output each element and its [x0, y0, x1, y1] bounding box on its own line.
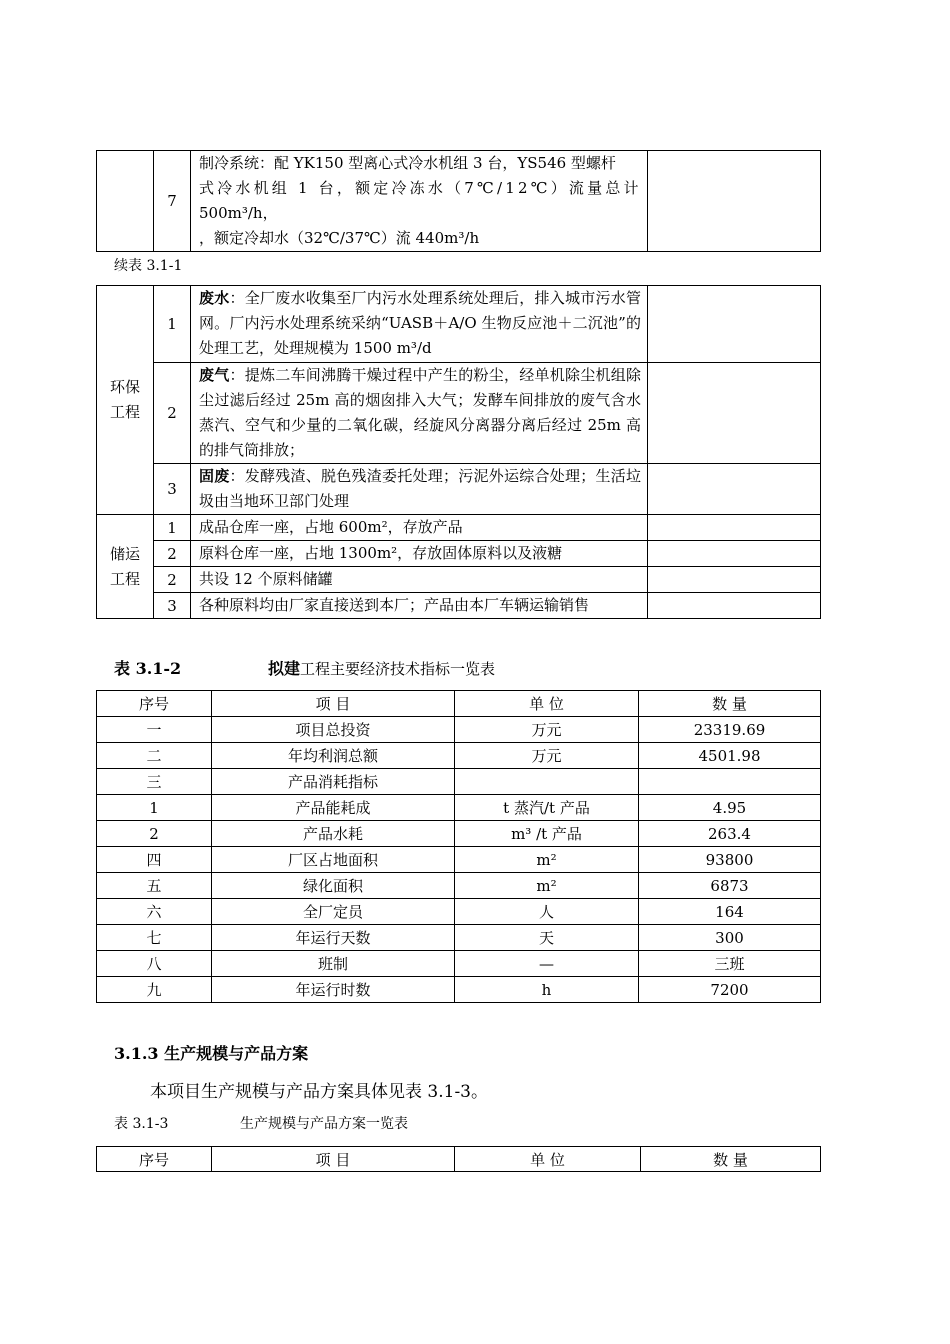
row-index: 五: [97, 873, 212, 899]
table3-caption-number: 表 3.1-3: [114, 1116, 169, 1132]
table-row: [97, 977, 821, 1003]
row-index: 八: [97, 951, 212, 977]
table-row: [97, 717, 821, 743]
desc-text: ：全厂废水收集至厂内污水处理系统处理后，排入城市污水管网。厂内污水处理系统采纳“UASB＋A/O 生物反应池＋二沉池”的处理工艺，处理规模为 1500 m³/d: [199, 289, 641, 357]
quantity: 三班: [639, 951, 821, 977]
desc-text: ：发酵残渣、脱色残渣委托处理；污泥外运综合处理；生活垃圾由当地环卫部门处理: [199, 467, 641, 510]
table-row: [97, 951, 821, 977]
quantity: 23319.69: [639, 717, 821, 743]
table-row: [97, 795, 821, 821]
quantity: 6873: [639, 873, 821, 899]
row-description: [191, 151, 648, 252]
header-cell: 单 位: [455, 1147, 641, 1172]
unit: m²: [455, 847, 639, 873]
desc-line: 式冷水机组 1 台，额定冷冻水（7℃/12℃）流量总计: [199, 179, 642, 197]
header-cell: 单 位: [455, 691, 639, 717]
row-index: 二: [97, 743, 212, 769]
row-number: 7: [154, 151, 191, 252]
indicator-table: [96, 690, 821, 1003]
category-cell: [97, 151, 154, 252]
item-name: 项目总投资: [212, 717, 455, 743]
row-index: 三: [97, 769, 212, 795]
table-row: [97, 899, 821, 925]
table-row: [97, 743, 821, 769]
row-index: 1: [97, 795, 212, 821]
row-index: 四: [97, 847, 212, 873]
item-name: 产品消耗指标: [212, 769, 455, 795]
item-name: 产品能耗成: [212, 795, 455, 821]
row-number: 2: [154, 541, 191, 567]
item-name: 绿化面积: [212, 873, 455, 899]
row-index: 一: [97, 717, 212, 743]
table-row: [97, 925, 821, 951]
remark-cell: [648, 363, 821, 464]
quantity: 4.95: [639, 795, 821, 821]
quantity: 93800: [639, 847, 821, 873]
quantity: 300: [639, 925, 821, 951]
row-number: 1: [154, 286, 191, 363]
remark-cell: [648, 151, 821, 252]
row-index: 2: [97, 821, 212, 847]
row-description: [191, 464, 648, 515]
remark-cell: [648, 286, 821, 363]
unit: 天: [455, 925, 639, 951]
row-description: 共设 12 个原料储罐: [191, 567, 648, 593]
unit: 万元: [455, 743, 639, 769]
desc-text: ：提炼二车间沸腾干燥过程中产生的粉尘，经单机除尘机组除尘过滤后经过 25m 高的烟囱排入大气；发酵车间排放的废气含水蒸汽、空气和少量的二氧化碳，经旋风分离器分离后经过 25m 高的排气筒排放；: [199, 366, 641, 459]
caption-text: 工程主要经济技术指标一览表: [300, 660, 496, 678]
header-cell: 数 量: [639, 691, 821, 717]
row-index: 七: [97, 925, 212, 951]
unit: [455, 769, 639, 795]
remark-cell: [648, 541, 821, 567]
quantity: [639, 769, 821, 795]
group-name-env: 环保 工程: [97, 286, 154, 515]
quantity: 4501.98: [639, 743, 821, 769]
top-table: [96, 150, 821, 252]
unit: m³ /t 产品: [455, 821, 639, 847]
unit: m²: [455, 873, 639, 899]
remark-cell: [648, 515, 821, 541]
unit: —: [455, 951, 639, 977]
caption-number: 表 3.1-2: [114, 659, 182, 678]
desc-line: ，额定冷却水（32℃/37℃）流 440m³/h: [199, 229, 480, 247]
table2-caption: [114, 656, 181, 679]
header-cell: 项 目: [212, 1147, 455, 1172]
row-index: 九: [97, 977, 212, 1003]
item-name: 年运行时数: [212, 977, 455, 1003]
header-cell: 项 目: [212, 691, 455, 717]
table-row: [97, 873, 821, 899]
row-description: 各种原料均由厂家直接送到本厂；产品由本厂车辆运输销售: [191, 593, 648, 619]
desc-line: 制冷系统：配 YK150 型离心式冷水机组 3 台，YS546 型螺杆: [199, 154, 616, 172]
header-cell: 序号: [97, 1147, 212, 1172]
bold-term: 废水: [199, 289, 230, 307]
section-heading: 3.1.3 生产规模与产品方案: [114, 1044, 309, 1063]
section-paragraph: 本项目生产规模与产品方案具体见表 3.1-3。: [150, 1082, 488, 1102]
bold-term: 固废: [199, 467, 230, 485]
remark-cell: [648, 593, 821, 619]
unit: 万元: [455, 717, 639, 743]
caption-bold: 拟建: [268, 659, 301, 678]
item-name: 全厂定员: [212, 899, 455, 925]
quantity: 7200: [639, 977, 821, 1003]
row-number: 2: [154, 567, 191, 593]
item-name: 产品水耗: [212, 821, 455, 847]
row-index: 六: [97, 899, 212, 925]
header-cell: 序号: [97, 691, 212, 717]
row-description: 成品仓库一座，占地 600m²，存放产品: [191, 515, 648, 541]
product-table: [96, 1146, 821, 1172]
table-row: [97, 769, 821, 795]
table3-caption-title: 生产规模与产品方案一览表: [240, 1116, 408, 1132]
header-cell: 数 量: [641, 1147, 821, 1172]
table-row: [97, 821, 821, 847]
quantity: 164: [639, 899, 821, 925]
group-name-storage: 储运 工程: [97, 515, 154, 619]
row-description: [191, 363, 648, 464]
row-number: 3: [154, 464, 191, 515]
row-description: [191, 286, 648, 363]
remark-cell: [648, 464, 821, 515]
unit: t 蒸汽/t 产品: [455, 795, 639, 821]
desc-line: 500m³/h，: [199, 204, 278, 222]
unit: 人: [455, 899, 639, 925]
unit: h: [455, 977, 639, 1003]
row-number: 3: [154, 593, 191, 619]
quantity: 263.4: [639, 821, 821, 847]
item-name: 年均利润总额: [212, 743, 455, 769]
remark-cell: [648, 567, 821, 593]
item-name: 厂区占地面积: [212, 847, 455, 873]
bold-term: 废气: [199, 366, 230, 384]
item-name: 班制: [212, 951, 455, 977]
item-name: 年运行天数: [212, 925, 455, 951]
env-table: [96, 285, 821, 619]
row-number: 2: [154, 363, 191, 464]
row-number: 1: [154, 515, 191, 541]
row-description: 原料仓库一座，占地 1300m²，存放固体原料以及液糖: [191, 541, 648, 567]
table-row: [97, 847, 821, 873]
continued-table-label: 续表 3.1-1: [114, 258, 183, 274]
table2-title: [268, 656, 495, 679]
